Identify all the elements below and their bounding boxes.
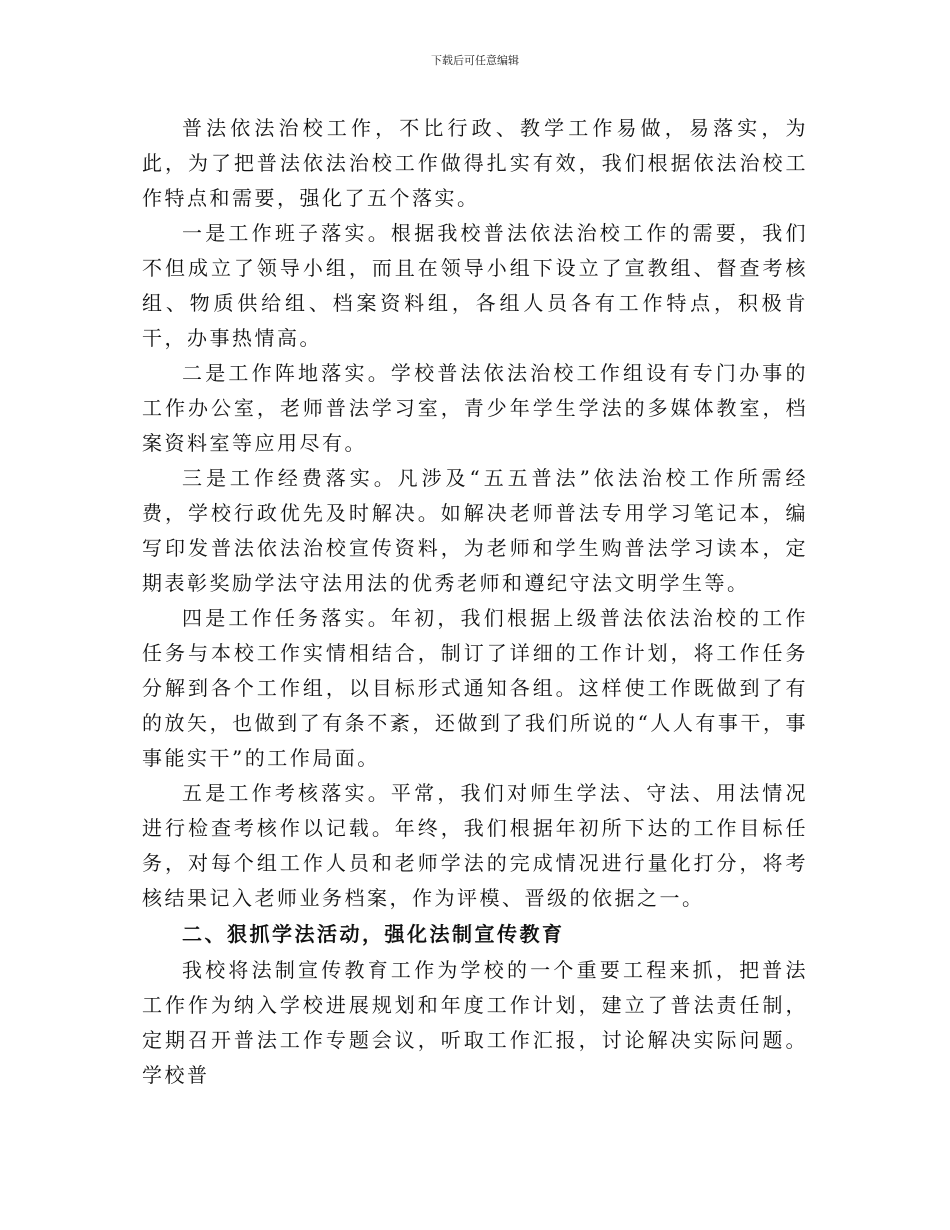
section-heading: 二、狠抓学法活动，强化法制宣传教育 [182,922,565,946]
paragraph-tasks: 四是工作任务落实。年初，我们根据上级普法依法治校的工作任务与本校工作实情相结合，制订了详细的工作计划，将工作任务分解到各个工作组，以目标形式通知各组。这样使工作既做到了有的放矢，也做到了有条不紊，还做到了我们所说的“人人有事干，事事能实干”的工作局面。 [142,606,808,770]
paragraph-team: 一是工作班子落实。根据我校普法依法治校工作的需要，我们不但成立了领导小组，而且在领导小组下设立了宣教组、督查考核组、物质供给组、档案资料组，各组人员各有工作特点，积极肯干，办事热情高。 [142,221,808,350]
document-body [142,111,808,1093]
paragraph-funding: 三是工作经费落实。凡涉及“五五普法”依法治校工作所需经费，学校行政优先及时解决。如解决老师普法专用学习笔记本，编写印发普法依法治校宣传资料，为老师和学生购普法学习读本，定期表彰奖励学法守法用法的优秀老师和遵纪守法文明学生等。 [142,466,808,595]
paragraph-publicity: 我校将法制宣传教育工作为学校的一个重要工程来抓，把普法工作作为纳入学校进展规划和年度工作计划，建立了普法责任制，定期召开普法工作专题会议，听取工作汇报，讨论解决实际问题。学校普 [142,958,808,1087]
paragraph-venue: 二是工作阵地落实。学校普法依法治校工作组设有专门办事的工作办公室，老师普法学习室，青少年学生学法的多媒体教室，档案资料室等应用尽有。 [142,361,808,455]
page-header: 下载后可任意编辑 [431,54,519,67]
paragraph-assessment: 五是工作考核落实。平常，我们对师生学法、守法、用法情况进行检查考核作以记载。年终，我们根据年初所下达的工作目标任务，对每个组工作人员和老师学法的完成情况进行量化打分，将考核结果记入老师业务档案，作为评模、晋级的依据之一。 [142,781,808,910]
paragraph-intro: 普法依法治校工作，不比行政、教学工作易做，易落实，为此，为了把普法依法治校工作做得扎实有效，我们根据依法治校工作特点和需要，强化了五个落实。 [142,116,808,210]
